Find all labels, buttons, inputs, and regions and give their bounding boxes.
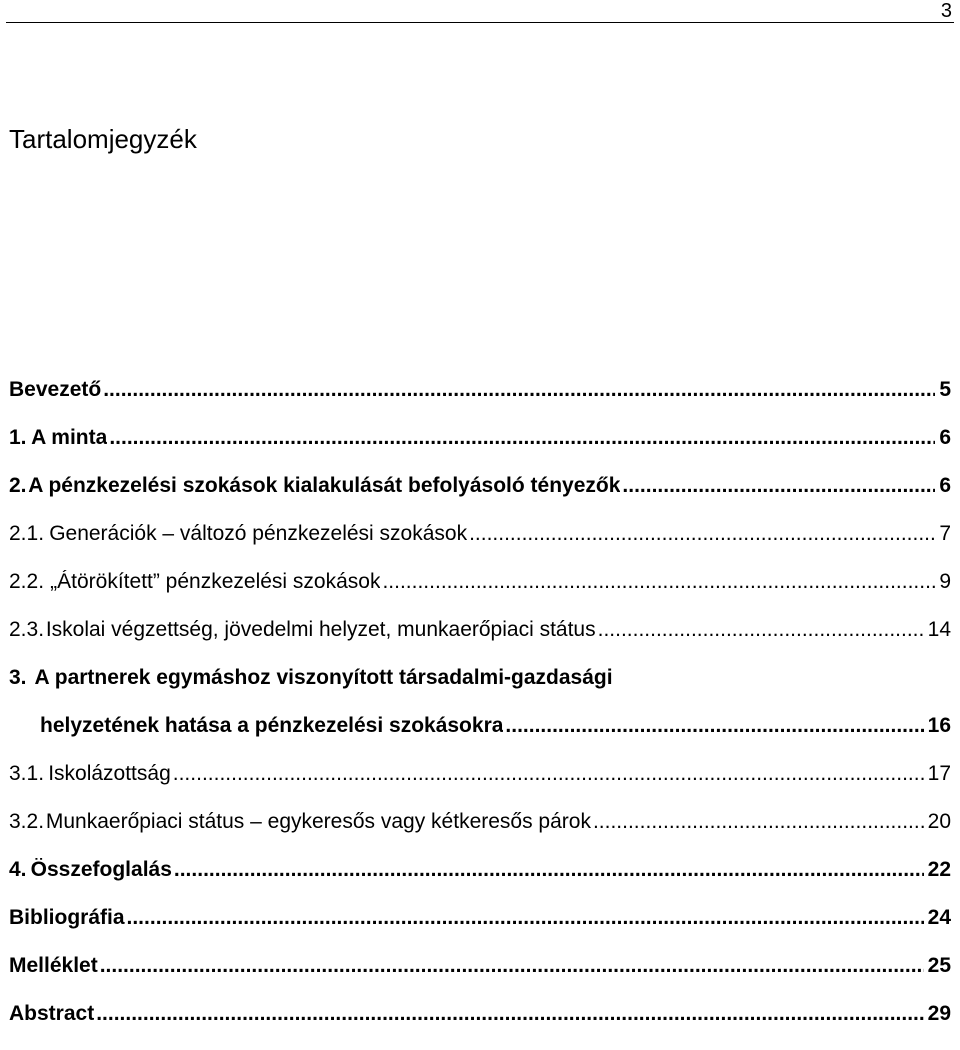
toc-leader <box>127 906 924 930</box>
toc-entry-a-minta[interactable] <box>9 426 951 450</box>
toc-entry-page: 6 <box>939 474 951 497</box>
toc-leader <box>103 378 935 402</box>
toc-leader <box>622 474 935 498</box>
toc-entry-number: 2. <box>9 474 27 497</box>
toc-entry-number: 1. <box>9 426 27 449</box>
header-rule <box>6 22 954 23</box>
toc-entry-title: „Átörökített” pénzkezelési szokások <box>50 570 381 593</box>
toc-entry-number: 3.1. <box>9 762 45 785</box>
toc-entry-iskolai-vegzettseg[interactable] <box>9 618 951 642</box>
page-title: Tartalomjegyzék <box>9 124 197 154</box>
toc-leader <box>173 762 924 786</box>
toc-entry-page: 9 <box>939 570 952 593</box>
toc-entry-page: 29 <box>927 1002 951 1025</box>
toc-entry-title: Iskolai végzettség, jövedelmi helyzet, munkaerőpiaci státus <box>45 618 596 641</box>
toc-leader <box>593 810 924 834</box>
toc-entry-osszefoglalas[interactable] <box>9 858 951 882</box>
toc-entry-number: 3.2. <box>9 810 45 833</box>
toc-entry-page: 14 <box>927 618 951 641</box>
toc-entry-number: 2.2. <box>9 570 45 593</box>
toc-entry-title: A minta <box>31 426 108 449</box>
toc-entry-title: Generációk – változó pénzkezelési szokások <box>49 522 468 545</box>
toc-leader <box>505 714 923 738</box>
toc-entry-title: A pénzkezelési szokások kialakulását befolyásoló tényezők <box>28 474 621 497</box>
page-number: 3 <box>940 0 952 22</box>
toc-entry-number: 2.1. <box>9 522 45 545</box>
toc-entry-generaciok[interactable] <box>9 522 951 546</box>
table-of-contents <box>9 378 951 1050</box>
toc-entry-title: helyzetének hatása a pénzkezelési szokásokra <box>40 714 504 737</box>
toc-entry-page: 16 <box>927 714 951 737</box>
toc-entry-partnerek[interactable] <box>9 666 951 738</box>
toc-entry-title: Melléklet <box>9 954 98 977</box>
toc-entry-iskolazottsag[interactable] <box>9 762 951 786</box>
toc-leader <box>382 570 935 594</box>
toc-entry-title: Munkaerőpiaci státus – egykeresős vagy kétkeresős párok <box>45 810 591 833</box>
toc-entry-bibliografia[interactable] <box>9 906 951 930</box>
toc-leader <box>100 954 924 978</box>
toc-entry-page: 7 <box>939 522 951 545</box>
toc-entry-atorokitett[interactable] <box>9 570 951 594</box>
toc-entry-page: 6 <box>939 426 951 449</box>
toc-leader <box>469 522 935 546</box>
toc-entry-page: 17 <box>927 762 951 785</box>
toc-leader <box>109 426 935 450</box>
toc-entry-page: 5 <box>939 378 951 401</box>
toc-entry-page: 25 <box>927 954 951 977</box>
toc-entry-penzkezelesi-szokasok[interactable] <box>9 474 951 498</box>
toc-entry-title: Abstract <box>9 1002 95 1025</box>
toc-entry-page: 22 <box>927 858 951 881</box>
toc-entry-page: 24 <box>927 906 951 929</box>
toc-entry-title: Iskolázottság <box>48 762 171 785</box>
toc-leader <box>598 618 924 642</box>
toc-entry-number: 2.3. <box>9 618 45 641</box>
toc-entry-title: Bevezető <box>9 378 102 401</box>
toc-entry-munkaeropiaci-statusz[interactable] <box>9 810 951 834</box>
toc-entry-title: Bibliográfia <box>9 906 125 929</box>
toc-entry-title-line1 <box>9 666 951 690</box>
toc-entry-melleklet[interactable] <box>9 954 951 978</box>
toc-entry-number: 3. <box>9 666 27 689</box>
toc-entry-abstract[interactable] <box>9 1002 951 1026</box>
toc-entry-title-line2 <box>9 714 951 738</box>
toc-leader <box>96 1002 923 1026</box>
toc-entry-page: 20 <box>927 810 951 833</box>
toc-leader <box>174 858 924 882</box>
toc-entry-number: 4. <box>9 858 27 881</box>
toc-entry-title: Összefoglalás <box>30 858 172 881</box>
toc-entry-bevezeto[interactable] <box>9 378 951 402</box>
toc-entry-title-part1: A partnerek egymáshoz viszonyított társadalmi-gazdasági <box>34 666 613 689</box>
